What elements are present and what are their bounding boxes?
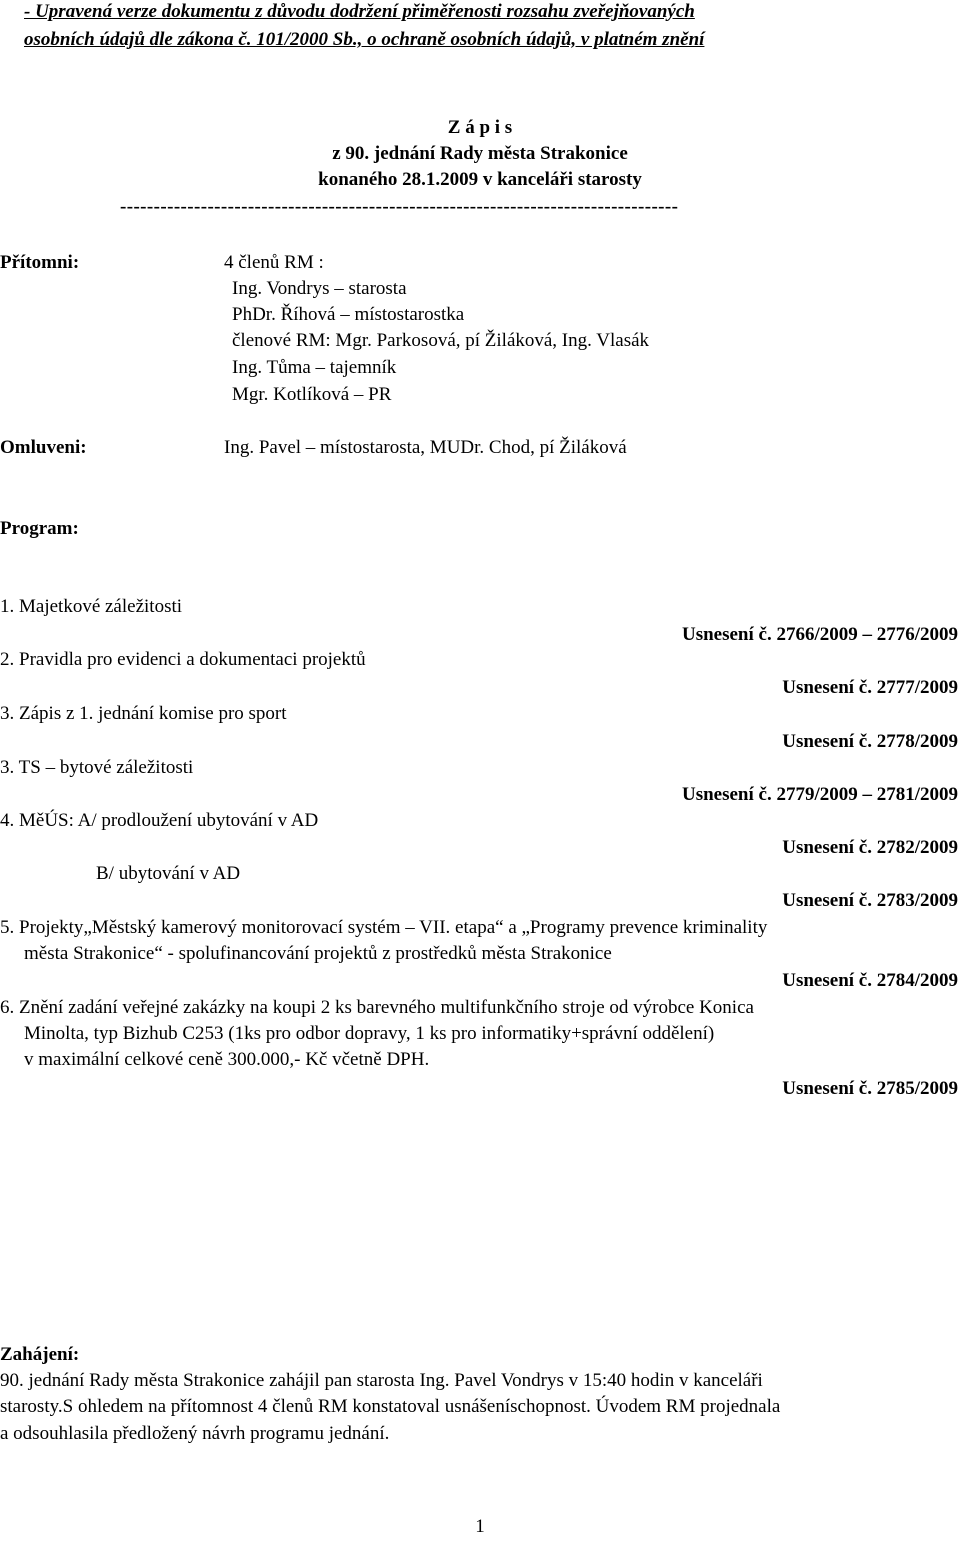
program-item: 6. Znění zadání veřejné zakázky na koupi 2 ks barevného multifunkčního stroje od výrobce Konica (0, 997, 754, 1018)
program-item-continuation: Minolta, typ Bizhub C253 (1ks pro odbor dopravy, 1 ks pro informatiky+správní oddělení) (24, 1023, 715, 1044)
program-item: 3. TS – bytové záležitosti (0, 757, 194, 778)
heading-separator: ----------------------------------------------------------------------------------- (120, 196, 679, 217)
resolution-number: Usnesení č. 2766/2009 – 2776/2009 (681, 624, 958, 645)
present-line: Ing. Tůma – tajemník (232, 357, 397, 378)
resolution-number: Usnesení č. 2785/2009 (782, 1078, 958, 1099)
present-line: 4 členů RM : (224, 252, 324, 273)
program-item: 4. MěÚS: A/ prodloužení ubytování v AD (0, 810, 319, 831)
program-item: B/ ubytování v AD (96, 863, 241, 884)
resolution-number: Usnesení č. 2778/2009 (782, 731, 958, 752)
resolution-number: Usnesení č. 2782/2009 (782, 837, 958, 858)
present-line: členové RM: Mgr. Parkosová, pí Žiláková, Ing. Vlasák (232, 330, 650, 351)
program-item: 1. Majetkové záležitosti (0, 596, 183, 617)
opening-label: Zahájení: (0, 1344, 80, 1365)
page-number: 1 (475, 1516, 485, 1537)
present-line: PhDr. Říhová – místostarostka (232, 304, 465, 325)
program-item-continuation: v maximální celkové ceně 300.000,- Kč včetně DPH. (24, 1049, 430, 1070)
program-item: 3. Zápis z 1. jednání komise pro sport (0, 703, 287, 724)
resolution-number: Usnesení č. 2777/2009 (782, 677, 958, 698)
opening-text-line: starosty.S ohledem na přítomnost 4 členů RM konstatoval usnášeníschopnost. Úvodem RM projednala (0, 1396, 781, 1417)
meeting-subtitle: z 90. jednání Rady města Strakonice (332, 143, 628, 164)
meeting-date-place: konaného 28.1.2009 v kanceláři starosty (318, 169, 642, 190)
document-title: Z á p i s (447, 117, 513, 138)
resolution-number: Usnesení č. 2779/2009 – 2781/2009 (681, 784, 958, 805)
program-item: 5. Projekty„Městský kamerový monitorovací systém – VII. etapa“ a „Programy prevence kriminality (0, 917, 768, 938)
program-item-continuation: města Strakonice“ - spolufinancování projektů z prostředků města Strakonice (24, 943, 612, 964)
resolution-number: Usnesení č. 2783/2009 (782, 890, 958, 911)
present-line: Mgr. Kotlíková – PR (232, 384, 392, 405)
present-label: Přítomni: (0, 252, 80, 273)
anonymization-notice-line-2: osobních údajů dle zákona č. 101/2000 Sb., o ochraně osobních údajů, v platném znění (24, 29, 705, 50)
opening-text-line: a odsouhlasila předložený návrh programu jednání. (0, 1423, 390, 1444)
program-item: 2. Pravidla pro evidenci a dokumentaci projektů (0, 649, 366, 670)
excused-label: Omluveni: (0, 437, 87, 458)
present-line: Ing. Vondrys – starosta (232, 278, 407, 299)
anonymization-notice-line-1: - Upravená verze dokumentu z důvodu dodržení přiměřenosti rozsahu zveřejňovaných (24, 1, 695, 22)
opening-text-line: 90. jednání Rady města Strakonice zahájil pan starosta Ing. Pavel Vondrys v 15:40 hodin v kanceláři (0, 1370, 763, 1391)
program-label: Program: (0, 518, 79, 539)
resolution-number: Usnesení č. 2784/2009 (782, 970, 958, 991)
excused-text: Ing. Pavel – místostarosta, MUDr. Chod, pí Žiláková (224, 437, 627, 458)
